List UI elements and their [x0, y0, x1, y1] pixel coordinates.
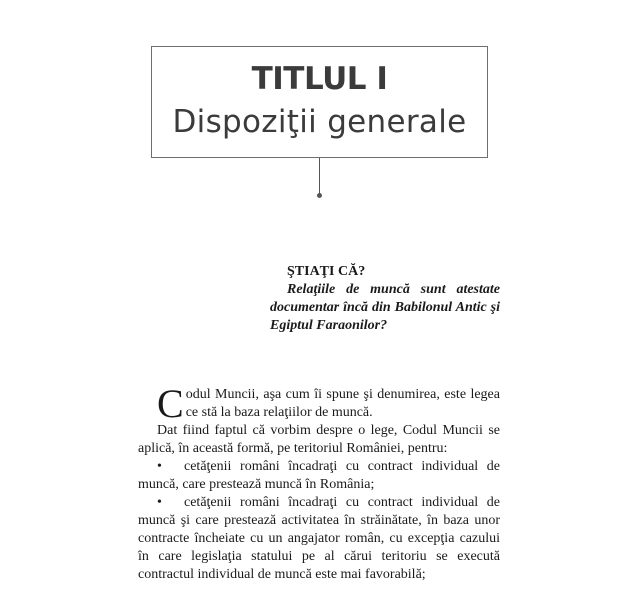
- did-you-know-text: Relaţiile de muncă sunt atestate documentar încă din Babilonul Antic şi Egiptul Faraonilor?: [270, 282, 500, 333]
- list-item: [138, 458, 500, 494]
- paragraph: Dat fiind faptul că vorbim despre o lege, Codul Muncii se aplică, în această formă, pe teritoriul României, pentru:: [138, 423, 500, 456]
- intro-text: odul Muncii, aşa cum îi spune şi denumirea, este legea ce stă la baza relaţiilor de muncă.: [185, 387, 500, 420]
- connector-dot: [317, 193, 322, 198]
- intro-paragraph: [138, 381, 500, 426]
- drop-cap: C: [157, 381, 184, 426]
- list-item-text: cetăţenii români încadraţi cu contract individual de muncă şi care prestează activitatea în străinătate, în baza unor contracte încheiate cu un angajator român, cu excepţia cazului în care legislaţia statului pe al cărui teritoriu se execută contractul individual de muncă este mai favorabilă;: [138, 495, 500, 582]
- body-text: [138, 381, 500, 584]
- chapter-title: TITLUL I: [251, 61, 388, 97]
- did-you-know-heading: ŞTIAŢI CĂ?: [287, 264, 366, 279]
- did-you-know-box: [270, 263, 500, 335]
- connector-line: [319, 158, 320, 195]
- chapter-title-box: [151, 46, 488, 158]
- chapter-subtitle: Dispoziţii generale: [172, 104, 467, 140]
- bullet-icon: •: [157, 495, 162, 510]
- list-item: [138, 494, 500, 584]
- bullet-icon: •: [157, 459, 162, 474]
- list-item-text: cetăţenii români încadraţi cu contract individual de muncă, care prestează muncă în România;: [138, 459, 500, 492]
